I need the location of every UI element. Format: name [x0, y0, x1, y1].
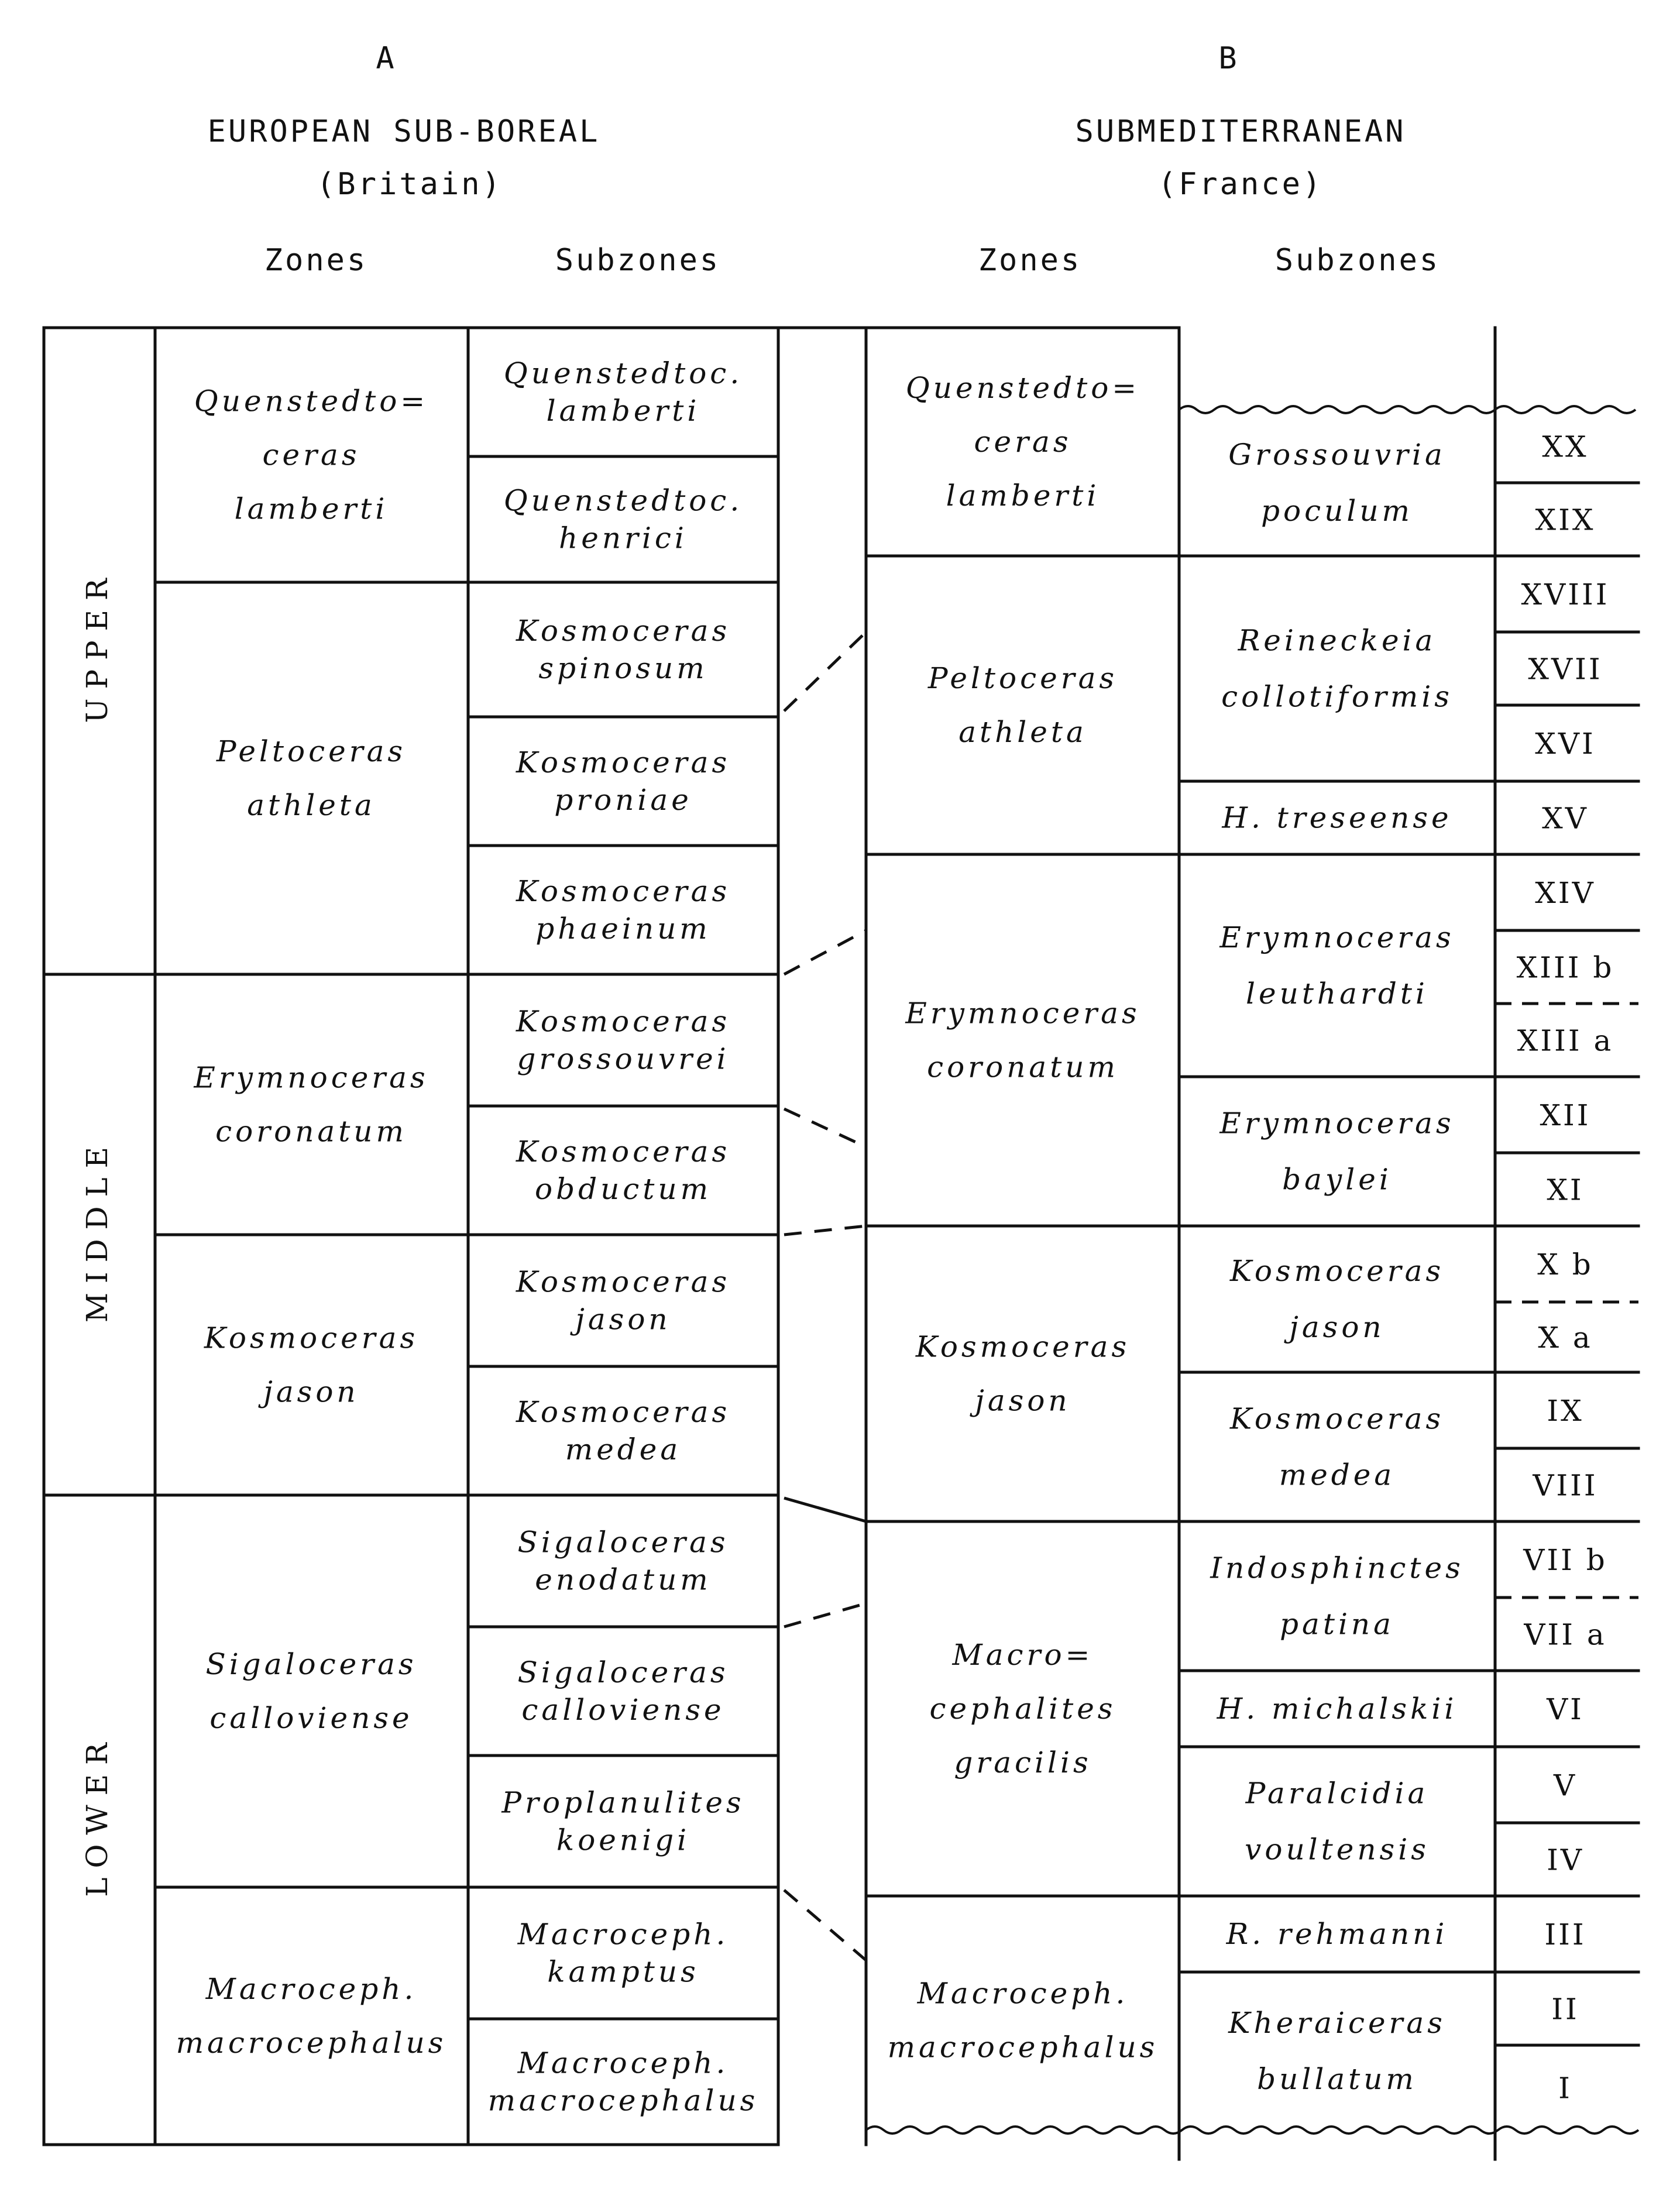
horizon-15: VIII — [1533, 1468, 1598, 1503]
britain-zone-3-line-2: coronatum — [215, 1114, 407, 1149]
horizon-3: XVIII — [1521, 578, 1610, 612]
britain-subzone-1-line-1: Quenstedtoc. — [503, 356, 743, 390]
britain-subzone-14-line-2: macrocephalus — [487, 2083, 759, 2118]
britain-subzone-7-line-2: obductum — [534, 1172, 712, 1206]
britain-subzone-7-line-1: Kosmoceras — [516, 1135, 731, 1169]
france-zone-1-line-2: ceras — [974, 425, 1072, 459]
france-subzone-10-line-2: voultensis — [1245, 1832, 1430, 1867]
horizon-22: II — [1551, 1992, 1579, 2026]
france-zone-5-line-3: gracilis — [954, 1746, 1092, 1780]
horizon-13: X a — [1538, 1321, 1593, 1355]
column-a-region: (Britain) — [317, 167, 503, 202]
france-subzone-7-line-1: Kosmoceras — [1229, 1401, 1445, 1436]
france-subzone-9-line-1: H. michalskii — [1217, 1692, 1458, 1726]
britain-zone-6-line-1: Macroceph. — [205, 1972, 417, 2006]
horizon-9: XIII a — [1517, 1023, 1614, 1058]
britain-subzone-10-line-2: enodatum — [535, 1562, 712, 1597]
horizon-23: I — [1558, 2071, 1572, 2105]
france-subzone-6-line-1: Kosmoceras — [1229, 1254, 1445, 1288]
horizon-10: XII — [1540, 1098, 1591, 1132]
horizon-19: V — [1553, 1768, 1578, 1802]
france-zone-5-line-2: cephalites — [929, 1692, 1116, 1726]
france-subzone-4-line-2: leuthardti — [1246, 977, 1428, 1011]
britain-zone-1-line-2: ceras — [262, 438, 360, 472]
horizon-5: XVI — [1535, 727, 1596, 761]
france-zone-4-line-2: jason — [975, 1383, 1071, 1418]
britain-zones-heading: Zones — [264, 243, 368, 278]
horizon-2: XIX — [1535, 503, 1596, 537]
france-subzone-12-line-2: bullatum — [1257, 2062, 1417, 2096]
france-zone-4-line-1: Kosmoceras — [915, 1330, 1131, 1364]
column-b-title: SUBMEDITERRANEAN — [1075, 114, 1406, 149]
era-label-1: U P P E R — [80, 578, 114, 723]
france-subzone-5-line-2: baylei — [1282, 1162, 1392, 1197]
horizon-21: III — [1544, 1918, 1586, 1952]
britain-zone-4-line-2: jason — [263, 1375, 359, 1409]
france-subzone-2-line-2: collotiformis — [1221, 679, 1453, 714]
horizon-16: VII b — [1523, 1543, 1607, 1577]
britain-zone-1-line-3: lamberti — [234, 492, 389, 526]
horizon-20: IV — [1547, 1843, 1584, 1877]
horizon-14: IX — [1547, 1394, 1584, 1428]
france-subzone-12-line-1: Kheraiceras — [1228, 2006, 1446, 2040]
era-label-2: M I D D L E — [80, 1146, 114, 1323]
france-subzone-5-line-1: Erymnoceras — [1219, 1106, 1455, 1140]
column-b-region: (France) — [1157, 167, 1324, 202]
britain-subzone-3-line-1: Kosmoceras — [516, 614, 731, 648]
britain-subzone-6-line-1: Kosmoceras — [516, 1004, 731, 1039]
horizon-7: XIV — [1535, 876, 1596, 910]
horizon-18: VI — [1547, 1692, 1584, 1726]
france-zones-heading: Zones — [978, 243, 1082, 278]
britain-subzone-2-line-1: Quenstedtoc. — [503, 483, 743, 518]
france-subzone-11-line-1: R. rehmanni — [1226, 1917, 1448, 1951]
france-zone-2-line-2: athleta — [958, 715, 1087, 749]
britain-subzone-9-line-1: Kosmoceras — [516, 1395, 731, 1429]
france-zone-3-line-2: coronatum — [927, 1050, 1119, 1084]
horizon-6: XV — [1542, 801, 1589, 836]
horizon-11: XI — [1547, 1173, 1584, 1207]
britain-subzone-13-line-2: kamptus — [547, 1954, 699, 1989]
britain-subzone-11-line-2: calloviense — [521, 1693, 725, 1727]
france-subzone-2-line-1: Reineckeia — [1238, 623, 1437, 658]
france-zone-6-line-2: macrocephalus — [887, 2030, 1159, 2064]
britain-subzone-4-line-2: proniae — [554, 783, 692, 817]
france-zone-1-line-1: Quenstedto= — [905, 371, 1140, 405]
britain-subzone-12-line-2: koenigi — [556, 1823, 690, 1857]
horizon-8: XIII b — [1516, 950, 1614, 985]
france-subzone-4-line-1: Erymnoceras — [1219, 920, 1455, 954]
france-subzone-8-line-1: Indosphinctes — [1210, 1551, 1464, 1585]
france-subzone-7-line-2: medea — [1279, 1458, 1396, 1492]
britain-zone-5-line-1: Sigaloceras — [205, 1647, 417, 1681]
france-subzone-3-line-1: H. treseense — [1222, 801, 1452, 835]
column-b-letter: B — [1218, 41, 1239, 76]
britain-subzone-13-line-1: Macroceph. — [517, 1917, 729, 1952]
britain-subzone-10-line-1: Sigaloceras — [517, 1525, 729, 1559]
britain-subzone-4-line-1: Kosmoceras — [516, 746, 731, 779]
britain-zone-2-line-2: athleta — [247, 788, 376, 822]
horizon-1: XX — [1542, 430, 1589, 464]
france-zone-3-line-1: Erymnoceras — [905, 996, 1140, 1030]
france-zone-1-line-3: lamberti — [946, 479, 1100, 513]
era-label-3: L O W E R — [80, 1743, 114, 1897]
britain-subzone-9-line-2: medea — [565, 1432, 682, 1466]
britain-subzone-1-line-2: lamberti — [546, 394, 700, 428]
france-subzones-heading: Subzones — [1274, 243, 1441, 278]
britain-subzone-3-line-2: spinosum — [538, 651, 708, 685]
france-subzone-6-line-2: jason — [1289, 1310, 1385, 1344]
horizon-12: X b — [1537, 1248, 1593, 1282]
horizon-4: XVII — [1528, 652, 1603, 686]
france-subzone-1-line-1: Grossouvria — [1228, 438, 1446, 472]
britain-zone-6-line-2: macrocephalus — [176, 2026, 447, 2060]
horizon-17: VII a — [1524, 1617, 1607, 1652]
britain-subzone-14-line-1: Macroceph. — [517, 2046, 729, 2080]
britain-subzone-11-line-1: Sigaloceras — [517, 1655, 729, 1689]
britain-zone-5-line-2: calloviense — [209, 1701, 413, 1735]
france-subzone-8-line-2: patina — [1280, 1607, 1394, 1641]
britain-zone-3-line-1: Erymnoceras — [194, 1060, 429, 1095]
britain-subzone-5-line-2: phaeinum — [535, 912, 711, 946]
france-zone-2-line-1: Peltoceras — [927, 661, 1118, 695]
britain-subzone-8-line-2: jason — [575, 1302, 671, 1337]
france-subzone-10-line-1: Paralcidia — [1245, 1776, 1429, 1811]
france-zone-6-line-1: Macroceph. — [917, 1976, 1129, 2011]
britain-zone-4-line-1: Kosmoceras — [204, 1321, 419, 1355]
britain-subzone-12-line-1: Proplanulites — [501, 1785, 745, 1820]
france-subzone-1-line-2: poculum — [1261, 494, 1413, 528]
column-a-title: EUROPEAN SUB-BOREAL — [207, 114, 600, 149]
britain-subzone-2-line-2: henrici — [559, 521, 688, 555]
britain-zone-2-line-1: Peltoceras — [216, 734, 407, 768]
france-zone-5-line-1: Macro= — [952, 1638, 1094, 1672]
britain-subzone-8-line-1: Kosmoceras — [516, 1265, 731, 1299]
britain-subzones-heading: Subzones — [555, 243, 721, 278]
britain-subzone-6-line-2: grossouvrei — [517, 1042, 730, 1076]
britain-subzone-5-line-1: Kosmoceras — [516, 874, 731, 908]
column-a-letter: A — [376, 41, 397, 76]
britain-zone-1-line-1: Quenstedto= — [194, 384, 429, 418]
